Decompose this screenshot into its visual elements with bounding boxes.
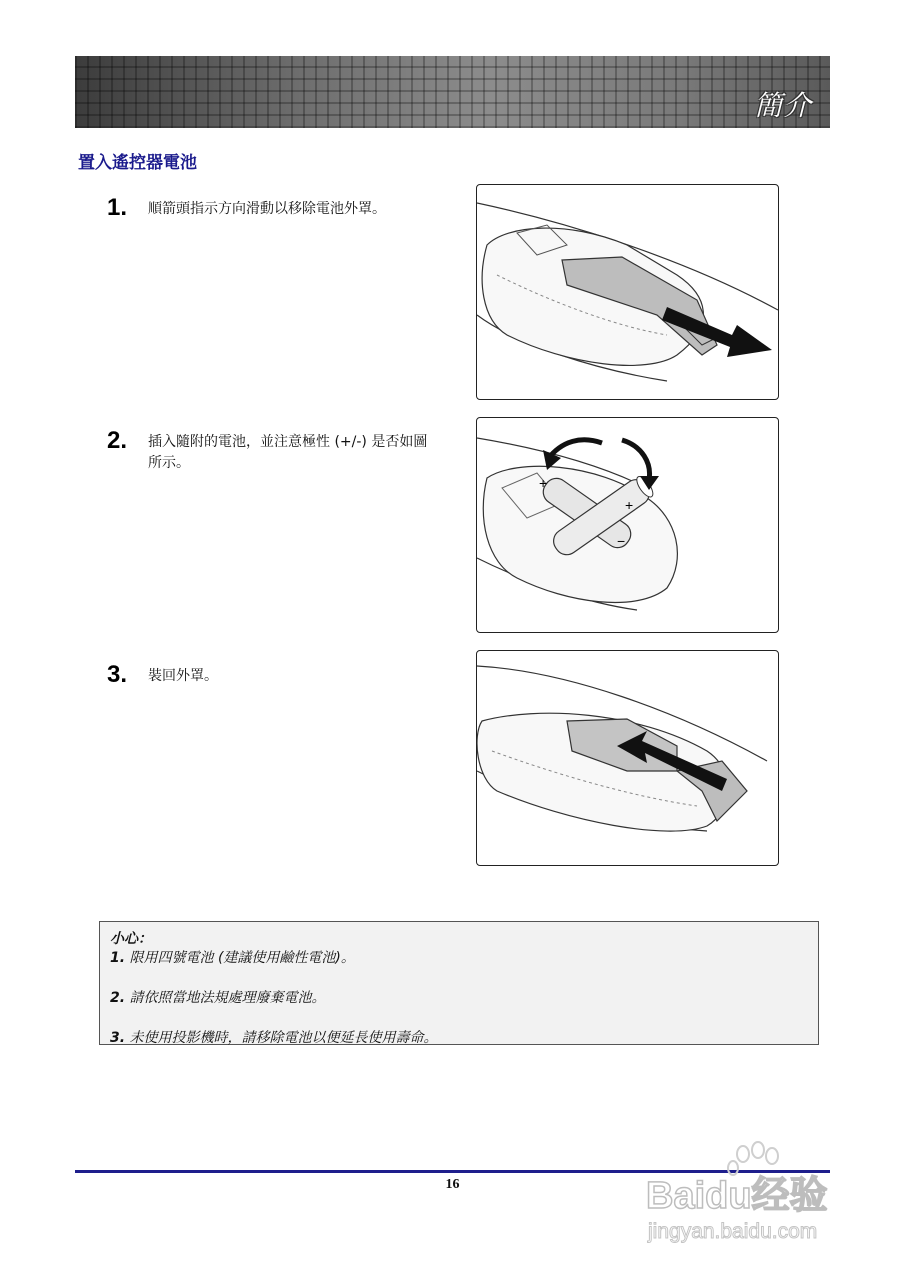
caution-box <box>99 921 819 1045</box>
caution-item-1 <box>110 947 808 966</box>
header-banner <box>75 56 830 128</box>
step-1-number: 1. <box>107 194 128 221</box>
caution-item-3-number: 3. <box>110 1030 126 1046</box>
caution-item-1-number: 1. <box>110 950 126 966</box>
step-1-text: 順箭頭指示方向滑動以移除電池外罩。 <box>148 201 386 217</box>
plus-polarity-label-right: + <box>625 497 634 513</box>
caution-item-2-text: 請依照當地法規處理廢棄電池。 <box>129 990 326 1006</box>
minus-polarity-label: − <box>617 533 626 549</box>
step-2-text: 插入隨附的電池，並注意極性 (+/-) 是否如圖所示。 <box>148 434 428 471</box>
watermark-url: jingyan.baidu.com <box>648 1220 818 1243</box>
caution-item-2-number: 2. <box>110 990 126 1006</box>
replace-cover-drawing <box>477 651 778 865</box>
insert-batteries-illustration <box>476 417 779 633</box>
remove-cover-drawing <box>477 185 778 399</box>
watermark-brand: Baidu经验 <box>646 1175 828 1217</box>
caution-item-3 <box>110 1027 808 1046</box>
baidu-watermark <box>640 1140 870 1250</box>
insert-batteries-drawing <box>477 418 778 632</box>
section-heading: 置入遙控器電池 <box>78 153 197 173</box>
remove-cover-illustration <box>476 184 779 400</box>
plus-polarity-label: + <box>539 475 548 491</box>
baidu-paw-logo <box>640 1140 870 1250</box>
chapter-title: 簡介 <box>753 89 812 122</box>
step-2-number: 2. <box>107 427 128 454</box>
page-number: 16 <box>445 1177 460 1192</box>
step-3-number: 3. <box>107 661 128 688</box>
caution-item-3-text: 未使用投影機時，請移除電池以便延長使用壽命。 <box>129 1030 438 1046</box>
step-3-text: 裝回外罩。 <box>148 668 218 684</box>
caution-item-2 <box>110 987 808 1006</box>
caution-item-1-text: 限用四號電池 (建議使用鹼性電池)。 <box>129 950 355 966</box>
replace-cover-illustration <box>476 650 779 866</box>
caution-title: 小心： <box>110 931 152 947</box>
